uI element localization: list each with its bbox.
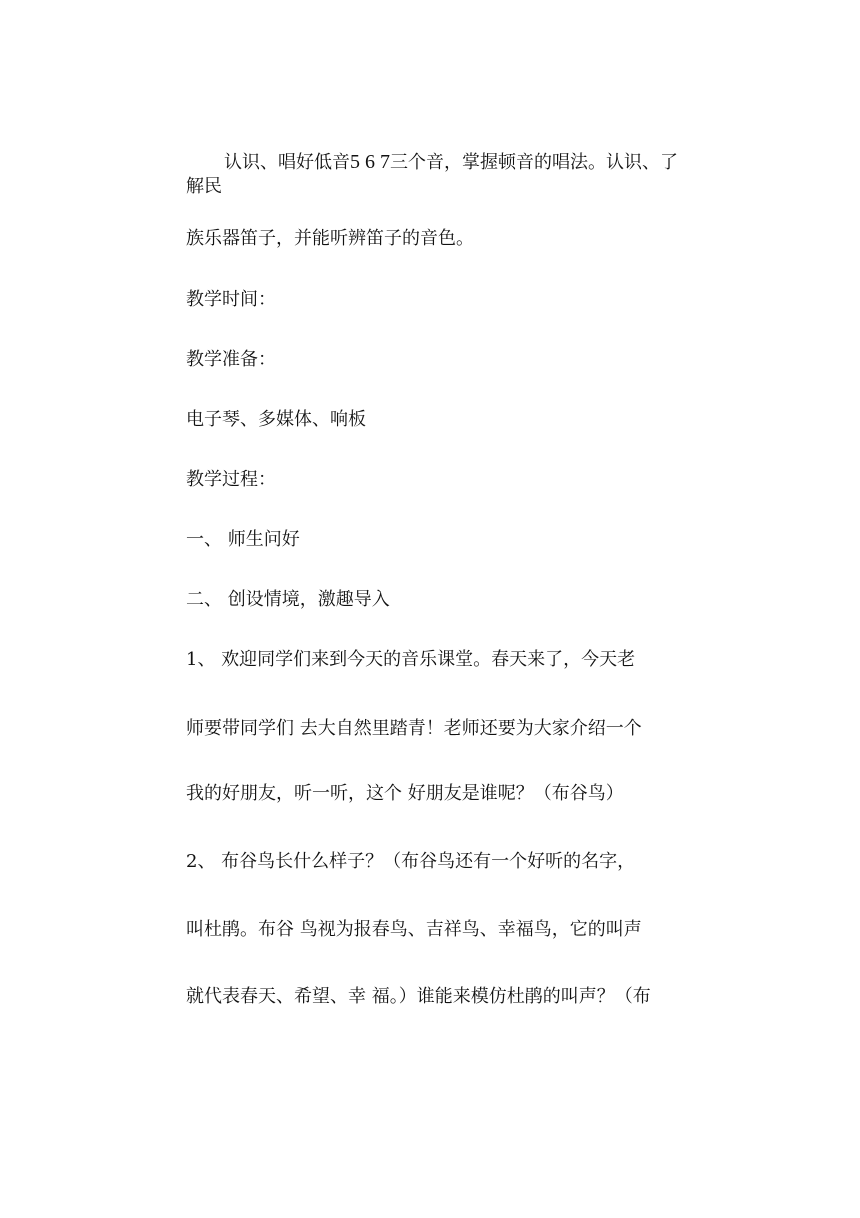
objective-notes: 5 6 7	[350, 151, 390, 173]
step-1-line-3: 我的好朋友，听一听，这个 好朋友是谁呢？（布谷鸟）	[186, 783, 624, 804]
step-2-line-3: 就代表春天、希望、幸 福。）谁能来模仿杜鹃的叫声？（布	[186, 986, 651, 1007]
objective-text-part1: 认识、唱好低音	[224, 152, 350, 173]
teaching-prep-label: 教学准备：	[186, 349, 276, 370]
step-1-line-2: 师要带同学们 去大自然里踏青！老师还要为大家介绍一个	[186, 718, 642, 739]
step-2-line-2: 叫杜鹃。布谷 鸟视为报春鸟、吉祥鸟、幸福鸟，它的叫声	[186, 919, 642, 940]
step-2-line-1: 2、 布谷鸟长什么样子？（布谷鸟还有一个好听的名字，	[186, 851, 636, 872]
teaching-prep-items: 电子琴、多媒体、响板	[186, 409, 366, 430]
section-2-heading: 二、 创设情境，激趣导入	[186, 589, 390, 610]
step-1-line-1: 1、 欢迎同学们来到今天的音乐课堂。春天来了，今天老	[186, 649, 636, 670]
teaching-time-label: 教学时间：	[186, 289, 276, 310]
section-1-heading: 一、 师生问好	[186, 529, 300, 550]
teaching-process-label: 教学过程：	[186, 469, 276, 490]
objective-text-part2: 三个音，掌握顿音的唱法。认识、了解民	[186, 152, 678, 197]
objective-line-2: 族乐器笛子，并能听辨笛子的音色。	[186, 228, 474, 249]
objective-paragraph	[186, 150, 680, 199]
